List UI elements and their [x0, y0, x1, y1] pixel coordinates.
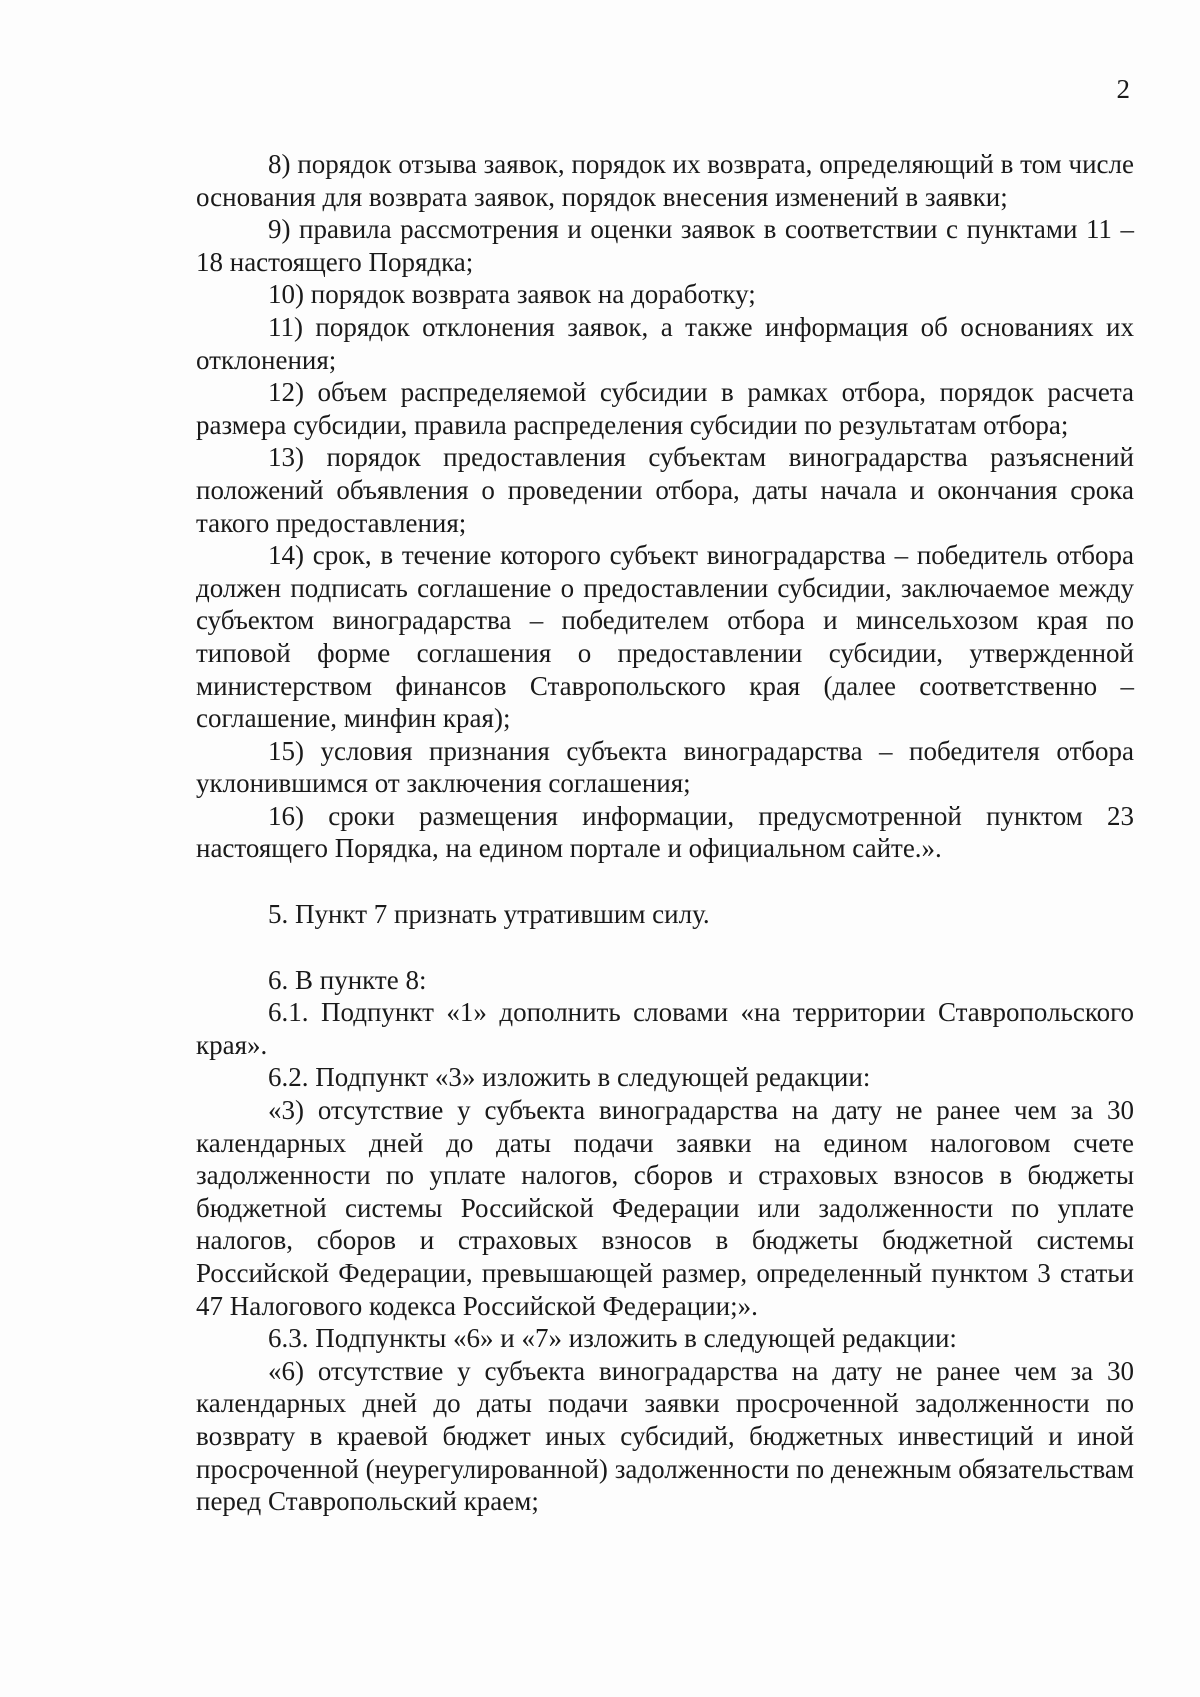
paragraph-item-10: 10) порядок возврата заявок на доработку; — [268, 279, 756, 310]
paragraph-quote-3: «3) отсутствие у субъекта виноградарства на дату не ранее чем за 30 календарных дней до даты подачи заявки на едином налоговом счете задолженности по уплате налогов, сборов и страховых взносов в бюджеты бюджетной системы Российской Федерации или задолженности по уплате налогов, сборов и страховых взносов в бюджеты бюджетной системы Российской Федерации, превышающей размер, определенный пунктом 3 статьи 47 Налогового кодекса Российской Федерации;». — [196, 1095, 1134, 1321]
paragraph-item-14: 14) срок, в течение которого субъект виноградарства – победитель отбора должен подписать соглашение о предоставлении субсидии, заключаемое между субъектом виноградарства – победителем отбора и минсельхозом края по типовой форме соглашения о предоставлении субсидии, утвержденной министерством финансов Ставропольского края (далее соответственно – соглашение, минфин края); — [196, 540, 1134, 734]
paragraph-item-15: 15) условия признания субъекта виноградарства – победителя отбора уклонившимся от заключения соглашения; — [196, 735, 1134, 799]
paragraph-quote-6: «6) отсутствие у субъекта виноградарства на дату не ранее чем за 30 календарных дней до даты подачи заявки просроченной задолженности по возврату в краевой бюджет иных субсидий, бюджетных инвестиций и иной просроченной (неурегулированной) задолженности по денежным обязательствам перед Ставропольский краем; — [196, 1355, 1134, 1517]
paragraph-item-9: 9) правила рассмотрения и оценки заявок в соответствии с пунктами 11 – 18 настоящего Порядка; — [196, 214, 1134, 277]
paragraph-subpoint-6-2: 6.2. Подпункт «3» изложить в следующей редакции: — [268, 1062, 871, 1093]
paragraph-subpoint-6-3: 6.3. Подпункты «6» и «7» изложить в следующей редакции: — [268, 1323, 957, 1354]
paragraph-item-12: 12) объем распределяемой субсидии в рамках отбора, порядок расчета размера субсидии, правила распределения субсидии по результатам отбора; — [196, 377, 1134, 440]
paragraph-item-11: 11) порядок отклонения заявок, а также информация об основаниях их отклонения; — [196, 311, 1134, 375]
paragraph-item-8: 8) порядок отзыва заявок, порядок их возврата, определяющий в том числе основания для возврата заявок, порядок внесения изменений в заявки; — [196, 149, 1134, 212]
paragraph-point-6: 6. В пункте 8: — [268, 964, 427, 995]
page-number: 2 — [1116, 74, 1130, 104]
paragraph-item-13: 13) порядок предоставления субъектам виноградарства разъяснений положений объявления о проведении отбора, даты начала и окончания срока такого предоставления; — [196, 442, 1134, 538]
paragraph-item-16: 16) сроки размещения информации, предусмотренной пунктом 23 настоящего Порядка, на едином портале и официальном сайте.». — [196, 800, 1134, 864]
paragraph-point-5: 5. Пункт 7 признать утратившим силу. — [268, 899, 710, 930]
document-body — [196, 148, 1134, 1518]
paragraph-subpoint-6-1: 6.1. Подпункт «1» дополнить словами «на территории Ставропольского края». — [196, 997, 1134, 1060]
